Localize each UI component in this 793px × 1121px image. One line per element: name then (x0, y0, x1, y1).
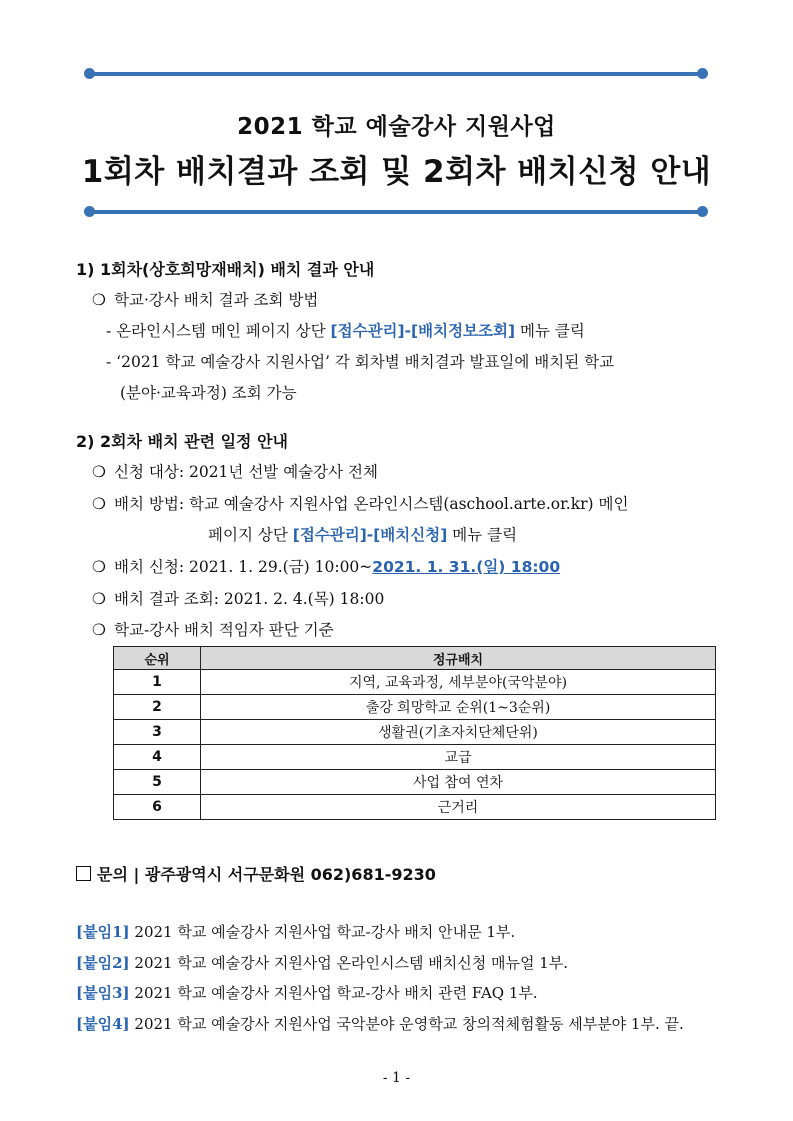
table-row (114, 795, 716, 820)
criterion-cell: 근거리 (201, 795, 716, 820)
attachment-item (76, 1013, 684, 1034)
section1-sub2-line1: - ‘2021 학교 예술강사 지원사업’ 각 회차별 배치결과 발표일에 배치된 학교 (106, 353, 615, 371)
bullet-circle: ❍ (92, 558, 106, 576)
criterion-cell: 사업 참여 연차 (201, 770, 716, 795)
header-rank: 순위 (114, 647, 201, 670)
attachment-label: [붙임2] (76, 954, 130, 972)
section2-heading: 2) 2회차 배치 관련 일정 안내 (76, 432, 288, 451)
section2-item2-line2: 페이지 상단 [접수관리]-[배치신청] 메뉴 클릭 (208, 526, 518, 544)
rule-dot (697, 206, 708, 217)
criteria-table (113, 646, 716, 820)
table-row (114, 670, 716, 695)
menu-path-placement-apply: [접수관리]-[배치신청] (292, 526, 448, 544)
attachment-text: 2021 학교 예술강사 지원사업 학교-강사 배치 안내문 1부. (134, 923, 516, 941)
attachment-label: [붙임4] (76, 1015, 130, 1033)
rule-dot (697, 68, 708, 79)
section2-item2-line1: ❍ 배치 방법: 학교 예술강사 지원사업 온라인시스템(aschool.arte.or.kr) 메인 (92, 495, 629, 513)
table-header-row (114, 647, 716, 670)
table-row (114, 695, 716, 720)
rule-line (90, 72, 702, 76)
rule-line (90, 210, 702, 214)
rank-cell: 5 (114, 770, 201, 795)
criterion-cell: 생활권(기초자치단체단위) (201, 720, 716, 745)
rank-cell: 2 (114, 695, 201, 720)
bullet-circle: ❍ (92, 621, 106, 639)
table-row (114, 745, 716, 770)
attachment-text: 2021 학교 예술강사 지원사업 국악분야 운영학교 창의적체험활동 세부분야 1부. 끝. (134, 1015, 684, 1033)
title-line2: 1회차 배치결과 조회 및 2회차 배치신청 안내 (81, 154, 712, 190)
criterion-cell: 지역, 교육과정, 세부분야(국악분야) (201, 670, 716, 695)
rank-cell: 4 (114, 745, 201, 770)
section2-item5: ❍ 학교-강사 배치 적임자 판단 기준 (92, 621, 334, 639)
bullet-circle: ❍ (92, 495, 106, 513)
bottom-decorative-rule (84, 206, 708, 218)
section2-item3: ❍ 배치 신청: 2021. 1. 29.(금) 10:00~2021. 1. 31.(일) 18:00 (92, 558, 561, 576)
section1-item1: ❍ 학교·강사 배치 결과 조회 방법 (92, 291, 319, 309)
section2-item4: ❍ 배치 결과 조회: 2021. 2. 4.(목) 18:00 (92, 590, 385, 608)
rank-cell: 3 (114, 720, 201, 745)
section1-sub2-line2: (분야·교육과정) 조회 가능 (120, 384, 297, 402)
section2-item1: ❍ 신청 대상: 2021년 선발 예술강사 전체 (92, 463, 378, 481)
attachment-item (76, 952, 568, 973)
menu-path-placement-info: [접수관리]-[배치정보조회] (330, 322, 516, 340)
criterion-cell: 출강 희망학교 순위(1~3순위) (201, 695, 716, 720)
bullet-circle: ❍ (92, 590, 106, 608)
bullet-circle: ❍ (92, 291, 106, 309)
section1-heading: 1) 1회차(상호희망재배치) 배치 결과 안내 (76, 260, 375, 279)
table-row (114, 770, 716, 795)
header-criterion: 정규배치 (201, 647, 716, 670)
title-line1: 2021 학교 예술강사 지원사업 (237, 114, 556, 140)
attachment-label: [붙임3] (76, 984, 130, 1002)
attachment-text: 2021 학교 예술강사 지원사업 학교-강사 배치 관련 FAQ 1부. (134, 984, 538, 1002)
rank-cell: 6 (114, 795, 201, 820)
table-row (114, 720, 716, 745)
attachment-label: [붙임1] (76, 923, 130, 941)
attachment-item (76, 982, 538, 1003)
attachment-item (76, 921, 515, 942)
bullet-circle: ❍ (92, 463, 106, 481)
checkbox-square-icon (76, 866, 91, 881)
top-decorative-rule (84, 68, 708, 80)
criterion-cell: 교급 (201, 745, 716, 770)
page-number: - 1 - (382, 1070, 411, 1086)
deadline-highlight: 2021. 1. 31.(일) 18:00 (372, 558, 561, 576)
rank-cell: 1 (114, 670, 201, 695)
contact-info: 문의 | 광주광역시 서구문화원 062)681-9230 (76, 862, 436, 885)
section1-sub1: - 온라인시스템 메인 페이지 상단 [접수관리]-[배치정보조회] 메뉴 클릭 (106, 322, 585, 340)
attachment-text: 2021 학교 예술강사 지원사업 온라인시스템 배치신청 매뉴얼 1부. (134, 954, 569, 972)
